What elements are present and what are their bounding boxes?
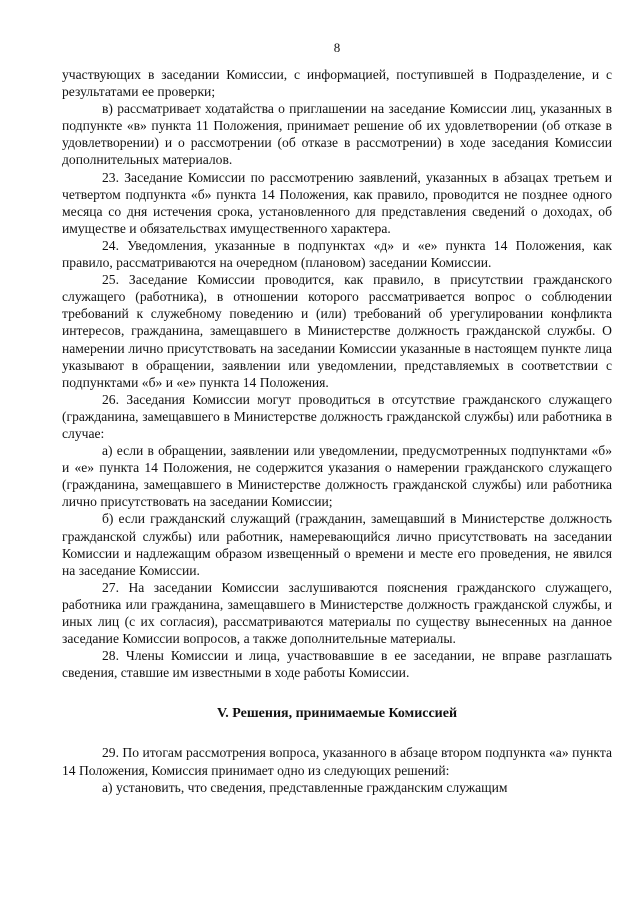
paragraphs-before-heading [62,66,612,681]
section-heading: V. Решения, принимаемые Комиссией [216,706,458,722]
paragraph: 26. Заседания Комиссии могут проводиться в отсутствие гражданского служащего (гражданина, замещавшего в Министерстве должность гражданской службы) или работника в случае: [62,391,612,441]
document-body [62,66,612,796]
paragraph: в) рассматривает ходатайства о приглашении на заседание Комиссии лиц, указанных в подпункте «в» пункта 11 Положения, принимает решение об их удовлетворении (об отказе в удовлетворении) и о рассмотрении (об отказе в рассмотрении) в ходе заседания Комиссии дополнительных материалов. [62,101,612,168]
paragraph: участвующих в заседании Комиссии, с информацией, поступившей в Подразделение, и с результатами ее проверки; [62,67,612,100]
paragraph: 23. Заседание Комиссии по рассмотрению заявлений, указанных в абзацах третьем и четвертом подпункта «б» пункта 14 Положения, как правило, проводится не позднее одного месяца со дня истечения срока, установленного для представления сведений о доходах, об имуществе и обязательствах имущественного характера. [62,169,612,236]
paragraph: 25. Заседание Комиссии проводится, как правило, в присутствии гражданского служащего (работника), в отношении которого рассматривается вопрос о соблюдении требований к служебному поведению и (или) требований об урегулировании конфликта интересов, гражданина, замещавшего в Министерстве должность гражданской службы. О намерении лично присутствовать на заседании Комиссии указанные в настоящем пункте лица указывают в обращении, заявлении или уведомлении, представляемых в соответствии с подпунктами «б» и «е» пункта 14 Положения. [62,272,612,390]
paragraphs-after-heading [62,744,612,795]
paragraph: 29. По итогам рассмотрения вопроса, указанного в абзаце втором подпункта «а» пункта 14 Положения, Комиссия принимает одно из следующих решений: [62,745,612,778]
paragraph: б) если гражданский служащий (гражданин, замещавший в Министерстве должность гражданской службы) или работник, намеревающийся лично присутствовать на заседании Комиссии и надлежащим образом извещенный о времени и месте его проведения, не явился на заседание Комиссии. [62,511,612,578]
paragraph: а) если в обращении, заявлении или уведомлении, предусмотренных подпунктами «б» и «е» пункта 14 Положения, не содержится указания о намерении гражданского служащего (гражданина, замещавшего в Министерстве должность гражданской службы) или работника лично присутствовать на заседании Комиссии; [62,443,612,510]
paragraph: 24. Уведомления, указанные в подпунктах «д» и «е» пункта 14 Положения, как правило, рассматриваются на очередном (плановом) заседании Комиссии. [62,237,612,271]
paragraph: а) установить, что сведения, представленные гражданским служащим [102,779,508,795]
paragraph: 27. На заседании Комиссии заслушиваются пояснения гражданского служащего, работника или гражданина, замещавшего в Министерстве должность гражданской службы, и иных лиц (с их согласия), рассматриваются материалы по существу вынесенных на данное заседание Комиссии вопросов, а также дополнительные материалы. [62,579,612,647]
page-number: 8 [333,40,341,55]
paragraph: 28. Члены Комиссии и лица, участвовавшие в ее заседании, не вправе разглашать сведения, ставшие им известными в ходе работы Комиссии. [62,648,612,681]
